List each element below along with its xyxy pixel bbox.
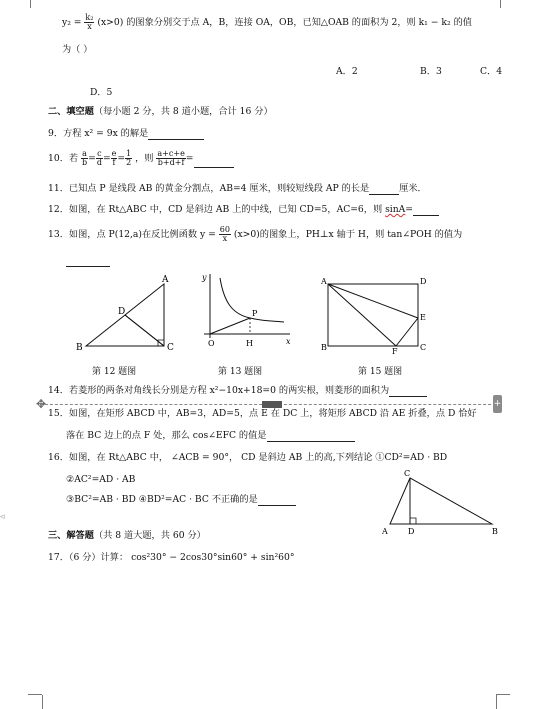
fig16-label-a: A (382, 527, 388, 536)
fig15-label-d: D (420, 277, 427, 286)
fig13-axis-y: y (202, 273, 207, 282)
left-margin-marker-icon: ◃ (0, 512, 5, 522)
corner-mark-bottom-left-v (28, 695, 43, 709)
corner-mark-top-right (500, 0, 501, 8)
fig12-label-b: B (76, 343, 83, 353)
fig12-label-a: A (162, 275, 169, 285)
fig13-label-h: H (246, 339, 253, 348)
option-a: A．2 (336, 66, 358, 77)
fig15-label-a: A (321, 277, 327, 286)
fig12-label-c: C (167, 343, 174, 353)
answer-blank-12[interactable] (413, 205, 439, 216)
fraction-c-d: $\frac{c}{d}$ (96, 149, 102, 167)
fig16-label-b: B (492, 527, 498, 536)
fig13-label-p: P (252, 309, 258, 318)
caption-figure-12: 第 12 题图 (92, 367, 137, 377)
question-14: 14．若菱形的两条对角线长分别是方程 x²−10x+18=0 的两实根，则菱形的面积为 (48, 385, 427, 397)
fig15-label-c: C (420, 343, 427, 352)
question-17: 17．（6 分）计算： cos²30° − 2cos30°sin60° + sin²60° (48, 552, 295, 563)
question-15-line-1: 15．如图，在矩形 ABCD 中，AB=3，AD=5，点 E 在 DC 上，将矩形 ABCD 沿 AE 折叠，点 D 恰好 (48, 408, 477, 419)
fig16-label-d: D (408, 527, 415, 536)
section-2-heading: 二、填空题（每小题 2 分，共 8 道小题，合计 16 分） (48, 106, 273, 117)
question-10: 10．若 $\frac{a}{b}$ = $\frac{c}{d}$ = $\frac{e}{f}$ = $\frac{1}{2}$ ，则 $\frac{a+c+e}{b+d+f}$ = (48, 150, 234, 168)
table-resize-handle[interactable] (262, 401, 282, 408)
question-15-line-2: 落在 BC 边上的点 F 处，那么 cos∠EFC 的值是 (66, 430, 355, 442)
fraction-e-f: $\frac{e}{f}$ (111, 149, 117, 167)
question-16-line-3: ③BC²=AB · BD ④BD²=AC · BC 不正确的是 (66, 494, 296, 506)
fig15-label-f: F (392, 347, 398, 354)
answer-blank-14[interactable] (389, 386, 427, 397)
question-16-line-2: ②AC²=AD · AB (66, 474, 136, 485)
fraction-a-b: $\frac{a}{b}$ (82, 149, 88, 167)
answer-blank-9[interactable] (148, 129, 204, 140)
question-16-line-1: 16．如图，在 Rt△ABC 中， ∠ACB = 90°， CD 是斜边 AB 上的高,下列结论 ①CD²=AD · BD (48, 452, 448, 463)
section-3-heading: 三、解答题（共 8 道大题，共 60 分） (48, 530, 206, 541)
corner-mark-top-left (30, 0, 31, 8)
caption-figure-13: 第 13 题图 (218, 367, 263, 377)
fraction-k2-x: $\frac{\text{k₂}}{x}$ (85, 13, 94, 31)
answer-blank-16[interactable] (258, 495, 296, 506)
fraction-one-half: $\frac{1}{2}$ (126, 149, 132, 167)
move-handle-icon[interactable]: ✥ (36, 397, 47, 411)
figure-16 (380, 470, 504, 538)
answer-blank-11[interactable] (369, 184, 399, 195)
fig13-axis-x: x (286, 337, 291, 346)
question-11: 11．已知点 P 是线段 AB 的黄金分割点，AB=4 厘米，则较短线段 AP 的长是 厘米． (48, 183, 427, 194)
add-column-icon[interactable]: + (493, 395, 502, 413)
question-9: 9．方程 x² = 9x 的解是 (48, 128, 204, 140)
question-12: 12．如图，在 Rt△ABC 中，CD 是斜边 AB 上的中线，已知 CD=5，AC=6，则 sinA= (48, 204, 439, 216)
fraction-sum: $\frac{a+c+e}{b+d+f}$ (157, 149, 185, 167)
figure-15 (318, 274, 436, 354)
corner-mark-bottom-right-v (496, 695, 511, 709)
figure-12 (68, 272, 186, 356)
answer-blank-10[interactable] (194, 157, 234, 168)
fig15-label-b: B (321, 343, 327, 352)
q8-continuation: y₂ = $\frac{\text{k₂}}{x}$ (x>0) 的图象分别交于点 A，B，连接 OA，OB，已知△OAB 的面积为 2，则 k₁ − k₂ 的值 (62, 13, 472, 31)
fig15-label-e: E (420, 313, 426, 322)
fig16-label-c: C (404, 470, 411, 478)
q8-answer-bracket: 为（ ） (62, 44, 93, 55)
option-c: C．4 (480, 66, 503, 77)
option-d: D．5 (90, 87, 113, 98)
answer-blank-15[interactable] (267, 431, 355, 442)
fig12-label-d: D (118, 307, 126, 317)
fraction-60-x: $\frac{60}{x}$ (219, 225, 230, 243)
fig13-label-o: O (208, 339, 215, 348)
caption-figure-15: 第 15 题图 (358, 367, 403, 377)
answer-blank-13[interactable] (66, 266, 110, 267)
option-b: B．3 (420, 66, 442, 77)
figure-13 (198, 272, 294, 354)
question-13: 13．如图，点 P(12,a)在反比例函数 y = $\frac{60}{x}$ (x>0)的图象上，PH⊥x 轴于 H，则 tan∠POH 的值为 (48, 225, 463, 243)
